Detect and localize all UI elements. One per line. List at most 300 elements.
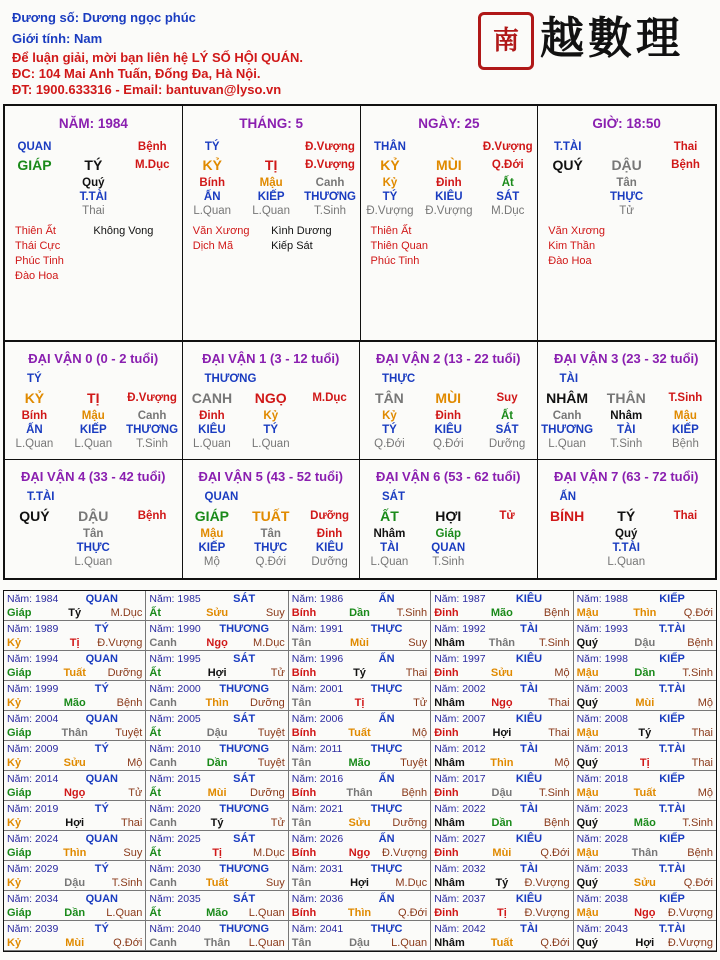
dv-hidden-phase-row (5, 555, 182, 569)
ten-god-cell: THÂN (373, 141, 406, 153)
year-god: KIÊU (515, 593, 543, 605)
year-phase: L.Quan (248, 907, 285, 919)
dv-hidden-phase-cell: L.Quan (607, 556, 646, 568)
year-god: TÝ (94, 743, 109, 755)
star-name: Phúc Tinh (370, 255, 420, 267)
hidden-phase-cell: Đ.Vượng (366, 205, 414, 217)
dv-stem-branch-cell: TÝ (617, 508, 636, 524)
dai-van-god: T.TÀI (27, 491, 55, 503)
year-god: TÀI (520, 623, 538, 635)
year-label: Năm: 2004 (7, 713, 59, 725)
year-stem: Tân (291, 817, 312, 829)
year-label: Năm: 2017 (434, 773, 486, 785)
year-row-top (149, 772, 284, 786)
dv-hidden-phase-cell: Dưỡng (488, 438, 526, 450)
dv-stem-branch-cell: GIÁP (194, 508, 230, 524)
year-phase: L.Quan (391, 937, 428, 949)
year-cell (289, 801, 431, 831)
year-branch: Thân (488, 637, 516, 649)
year-row-top (577, 892, 713, 906)
dv-stem-branch-cell: BÍNH (549, 508, 585, 524)
year-row-bottom (292, 726, 427, 740)
year-stem: Giáp (7, 787, 32, 799)
year-phase: Q.Đới (540, 937, 570, 949)
year-row-bottom (434, 816, 569, 830)
year-phase: T.Sinh (682, 667, 713, 679)
year-phase: Đ.Vượng (667, 937, 713, 949)
hidden-phase-row (183, 204, 360, 218)
year-god: THỰC (370, 803, 403, 815)
year-cell (289, 861, 431, 891)
year-cell (574, 591, 716, 621)
hidden-stem-cell: Tân (616, 177, 637, 189)
year-phase: Tuyệt (257, 727, 285, 739)
dv-hidden-god-row (183, 423, 360, 437)
year-label: Năm: 2018 (576, 773, 628, 785)
hidden-phase-cell (656, 204, 715, 218)
year-god: QUAN (85, 653, 118, 665)
year-label: Năm: 2043 (576, 923, 628, 935)
year-cell (574, 741, 716, 771)
stars-left (193, 224, 271, 254)
year-label: Năm: 2030 (149, 863, 201, 875)
dai-van-cell (360, 460, 538, 578)
year-label: Năm: 2033 (576, 863, 628, 875)
dv-stem-branch-row (5, 505, 182, 527)
stem-branch-cell: KỶ (202, 157, 222, 173)
year-stem: Canh (149, 697, 177, 709)
dai-van-panel (3, 342, 717, 580)
year-god: TÀI (520, 863, 538, 875)
dv-stem-branch-cell: THÂN (606, 390, 646, 406)
year-cell (289, 681, 431, 711)
year-phase: Đ.Vượng (524, 907, 570, 919)
ten-god-cell (419, 140, 478, 154)
year-stem: Giáp (7, 667, 32, 679)
year-cell (289, 711, 431, 741)
dai-van-god: TÝ (27, 373, 42, 385)
dai-van-title: ĐẠI VẬN 4 (33 - 42 tuổi) (21, 469, 166, 484)
year-row-bottom (434, 936, 569, 950)
year-stem: Ất (149, 907, 161, 919)
year-cell (4, 771, 146, 801)
dv-hidden-god-cell: SÁT (495, 424, 519, 436)
dv-hidden-stem-cell (123, 527, 182, 541)
year-row-bottom (577, 756, 713, 770)
year-stem: Giáp (7, 907, 32, 919)
year-cell (289, 771, 431, 801)
dai-van-god: QUAN (204, 491, 239, 503)
gender-value: Nam (73, 31, 103, 46)
year-branch: Mùi (207, 787, 227, 799)
hidden-god-cell (538, 190, 597, 204)
year-row-top (7, 712, 142, 726)
hidden-stem-cell: Quý (82, 177, 105, 189)
year-cell (4, 681, 146, 711)
year-label: Năm: 1984 (7, 593, 59, 605)
dv-hidden-stem-cell: Mậu (81, 410, 105, 422)
year-cell (574, 861, 716, 891)
year-branch: Thìn (633, 607, 657, 619)
star-name: Thiên Ất (15, 225, 56, 237)
year-stem: Canh (149, 757, 177, 769)
year-row-top (7, 922, 142, 936)
year-label: Năm: 2012 (434, 743, 486, 755)
year-stem: Ất (149, 667, 161, 679)
hidden-stem-cell: Kỷ (382, 177, 398, 189)
dv-hidden-god-cell: KIẾP (79, 424, 107, 436)
year-row-top (577, 802, 713, 816)
dv-hidden-phase-row (360, 437, 537, 451)
year-stem: Đinh (434, 847, 459, 859)
year-label: Năm: 2027 (434, 833, 486, 845)
year-cell (289, 891, 431, 921)
year-phase: Q.Đới (113, 937, 143, 949)
year-phase: Bệnh (401, 787, 428, 799)
year-row-top (292, 652, 427, 666)
year-row-top (7, 682, 142, 696)
dv-hidden-god-cell: TÀI (380, 542, 399, 554)
year-cell (4, 741, 146, 771)
dv-hidden-god-row (360, 423, 537, 437)
year-stem: Bính (291, 667, 317, 679)
year-god: QUAN (85, 893, 118, 905)
dv-hidden-god-cell: TÝ (382, 424, 397, 436)
year-row-top (7, 892, 142, 906)
year-stem: Kỷ (7, 637, 22, 649)
dv-hidden-phase-cell: L.Quan (251, 438, 290, 450)
year-branch: Dần (206, 757, 228, 769)
year-row-top (292, 772, 427, 786)
year-phase: Bệnh (116, 697, 143, 709)
address-line: ĐC: 104 Mai Anh Tuấn, Đống Đa, Hà Nội. (12, 66, 261, 81)
year-branch: Mùi (65, 937, 85, 949)
year-stem: Tân (291, 637, 312, 649)
year-god: KIẾP (659, 593, 685, 605)
stem-branch-cell: TÝ (84, 157, 103, 173)
dv-hidden-god-cell: TÀI (616, 424, 636, 436)
dv-stem-branch-cell: TỊ (87, 390, 100, 406)
year-stem: Quý (576, 877, 598, 889)
dv-hidden-god-row (5, 423, 182, 437)
stars-block (361, 224, 538, 269)
dv-hidden-stem-row (5, 409, 182, 423)
dai-van-title: ĐẠI VẬN 6 (53 - 62 tuổi) (376, 469, 521, 484)
year-branch: Sửu (348, 817, 371, 829)
year-god: TÀI (520, 923, 538, 935)
dv-stem-branch-cell: QUÝ (19, 508, 50, 524)
dv-stem-branch-row (183, 387, 360, 409)
dv-hidden-stem-cell (300, 409, 359, 423)
year-row-top (292, 592, 427, 606)
dv-stem-branch-cell: NGỌ (254, 390, 287, 406)
hidden-stem-row (183, 176, 360, 190)
year-row-top (149, 892, 284, 906)
year-cell (431, 621, 573, 651)
dv-hidden-stem-cell: Đinh (199, 410, 225, 422)
year-phase: Đ.Vượng (524, 877, 570, 889)
year-phase: Q.Đới (683, 877, 713, 889)
year-branch: Ngọ (206, 637, 228, 649)
four-pillars-panel (3, 104, 717, 342)
year-stem: Tân (291, 937, 312, 949)
year-row-top (7, 652, 142, 666)
dv-hidden-phase-cell: Bệnh (671, 438, 699, 450)
year-cell (4, 591, 146, 621)
dv-hidden-god-cell: KIẾP (198, 542, 226, 554)
year-cell (4, 801, 146, 831)
year-stem: Tân (291, 877, 312, 889)
year-branch: Ngọ (348, 847, 371, 859)
dv-hidden-god-cell: KIÊU (315, 542, 344, 554)
year-god: THƯƠNG (219, 743, 270, 755)
year-god: THỰC (370, 923, 403, 935)
ten-god-cell: T.TÀI (553, 141, 582, 153)
year-label: Năm: 2016 (291, 773, 344, 785)
dai-van-cell (5, 460, 183, 578)
year-label: Năm: 2010 (149, 743, 201, 755)
dv-stem-branch-row (360, 505, 537, 527)
year-branch: Thìn (205, 697, 229, 709)
dv-hidden-stem-cell: Mậu (673, 410, 697, 422)
year-row-top (434, 682, 569, 696)
year-branch: Ngọ (63, 787, 86, 799)
year-god: KIẾP (659, 773, 685, 785)
year-branch: Tị (639, 757, 650, 769)
dv-stem-branch-cell: TÂN (375, 390, 404, 406)
year-row-bottom (434, 606, 569, 620)
year-row-top (7, 832, 142, 846)
year-cell (146, 801, 288, 831)
year-label: Năm: 2032 (434, 863, 486, 875)
year-phase: M.Dục (253, 637, 285, 649)
year-row-bottom (7, 876, 142, 890)
year-row-top (149, 652, 284, 666)
dv-hidden-god-row (183, 541, 360, 555)
year-branch: Dần (349, 607, 370, 619)
year-row-top (577, 772, 713, 786)
year-branch: Hợi (635, 937, 655, 949)
ten-god-cell (597, 140, 656, 154)
year-row-top (434, 862, 569, 876)
year-stem: Quý (576, 697, 598, 709)
star-name: Thiên Ất (370, 225, 412, 237)
dv-hidden-god-cell (478, 541, 537, 555)
dv-hidden-god-cell (656, 541, 715, 555)
dv-hidden-god-cell: THƯƠNG (541, 424, 594, 436)
year-label: Năm: 2026 (291, 833, 344, 845)
year-branch: Dậu (634, 637, 656, 649)
year-phase: Q.Đới (540, 847, 570, 859)
year-stem: Đinh (434, 607, 459, 619)
dv-stem-branch-cell: Suy (496, 392, 518, 404)
year-branch: Thân (61, 727, 88, 739)
year-row-bottom (577, 936, 713, 950)
year-row-bottom (577, 846, 713, 860)
year-row-bottom (577, 876, 713, 890)
year-cell (289, 591, 431, 621)
dv-stem-branch-cell: DẬU (78, 508, 109, 524)
hidden-god-row (361, 190, 538, 204)
year-cell (146, 831, 288, 861)
hidden-stem-cell (538, 176, 597, 190)
year-label: Năm: 2025 (149, 833, 201, 845)
star-name: Kiếp Sát (271, 240, 313, 252)
year-phase: Dưỡng (250, 787, 285, 799)
year-phase: Q.Đới (683, 607, 713, 619)
dv-hidden-phase-row (538, 437, 716, 451)
year-branch: Mão (490, 607, 513, 619)
gender-label: Giới tính: (12, 31, 71, 46)
year-label: Năm: 1986 (291, 593, 344, 605)
hidden-phase-cell (538, 204, 597, 218)
stars-right (449, 224, 527, 269)
year-label: Năm: 1985 (149, 593, 201, 605)
year-cell (289, 921, 431, 951)
year-row-bottom (577, 726, 713, 740)
year-phase: Thai (120, 817, 143, 829)
year-branch: Dậu (349, 937, 370, 949)
year-god: SÁT (233, 653, 256, 665)
year-row-bottom (434, 756, 569, 770)
year-row-top (292, 892, 427, 906)
year-stem: Nhâm (434, 937, 465, 949)
year-stem: Nhâm (434, 877, 465, 889)
dv-hidden-stem-row (538, 527, 716, 541)
year-label: Năm: 2008 (576, 713, 628, 725)
year-branch: Dần (64, 907, 86, 919)
year-god: SÁT (233, 713, 256, 725)
hidden-phase-cell: Thai (82, 205, 105, 217)
year-phase: Mộ (127, 757, 143, 769)
year-phase: M.Dục (110, 607, 143, 619)
stem-branch-cell: QUÝ (552, 157, 583, 173)
year-cell (289, 831, 431, 861)
year-phase: T.Sinh (682, 817, 713, 829)
year-label: Năm: 1997 (434, 653, 486, 665)
hidden-god-row (183, 190, 360, 204)
hidden-god-row (538, 190, 715, 204)
year-row-bottom (149, 936, 284, 950)
year-row-bottom (7, 726, 142, 740)
year-row-top (434, 742, 569, 756)
year-cell (289, 621, 431, 651)
stem-branch-cell: GIÁP (17, 157, 52, 173)
year-branch: Mão (63, 697, 86, 709)
hidden-god-cell: SÁT (496, 191, 520, 203)
year-god: THƯƠNG (219, 923, 270, 935)
year-row-bottom (149, 846, 284, 860)
year-row-bottom (149, 696, 284, 710)
year-stem: Quý (576, 817, 598, 829)
year-cell (4, 651, 146, 681)
year-stem: Bính (291, 787, 317, 799)
year-god: TÝ (94, 863, 109, 875)
year-cell (431, 711, 573, 741)
year-branch: Thìn (490, 757, 514, 769)
hidden-phase-cell: L.Quan (252, 205, 290, 217)
hidden-stem-cell (5, 176, 64, 190)
year-god: KIÊU (515, 833, 543, 845)
stem-branch-row (5, 154, 182, 176)
hidden-god-cell: T.TÀI (79, 191, 108, 203)
year-phase: Suy (123, 847, 143, 859)
year-phase: T.Sinh (396, 607, 428, 619)
dv-hidden-phase-cell: T.Sinh (432, 556, 465, 568)
stem-branch-row (183, 154, 360, 176)
year-label: Năm: 2038 (576, 893, 628, 905)
year-row-bottom (149, 876, 284, 890)
dai-van-cell (183, 460, 361, 578)
ten-god-row (5, 140, 182, 154)
year-branch: Tý (353, 667, 366, 679)
year-phase: Bệnh (543, 607, 570, 619)
year-row-bottom (577, 816, 713, 830)
dv-hidden-stem-cell: Nhâm (373, 528, 406, 540)
year-cell (146, 921, 288, 951)
year-stem: Kỷ (7, 817, 22, 829)
dv-hidden-stem-cell: Đinh (316, 528, 343, 540)
hidden-phase-cell: M.Dục (491, 205, 525, 217)
year-stem: Ất (149, 607, 161, 619)
star-name: Phúc Tinh (15, 255, 64, 267)
hidden-phase-cell: Đ.Vượng (425, 205, 473, 217)
year-cell (4, 861, 146, 891)
pillar-title: NĂM: 1984 (58, 116, 128, 131)
year-god: THƯƠNG (219, 803, 270, 815)
year-row-top (149, 592, 284, 606)
year-god: T.TÀI (658, 743, 686, 755)
dai-van-cell (538, 342, 716, 460)
year-god: THỰC (370, 863, 403, 875)
dv-hidden-phase-cell: Mộ (203, 556, 220, 568)
year-cell (574, 621, 716, 651)
year-label: Năm: 2013 (576, 743, 628, 755)
stem-branch-cell: Q.Đới (491, 159, 524, 171)
year-cell (4, 621, 146, 651)
year-row-bottom (292, 876, 427, 890)
year-row-top (149, 802, 284, 816)
year-row-bottom (292, 906, 427, 920)
year-row-top (7, 862, 142, 876)
dv-stem-branch-cell: M.Dục (312, 392, 347, 404)
year-god: T.TÀI (658, 923, 686, 935)
year-god: TÀI (520, 683, 538, 695)
year-stem: Ất (149, 847, 161, 859)
year-row-top (292, 802, 427, 816)
stem-branch-row (538, 154, 715, 176)
year-stem: Quý (576, 757, 598, 769)
year-god: SÁT (233, 833, 256, 845)
year-stem: Đinh (434, 667, 459, 679)
hidden-phase-cell: Tử (619, 205, 634, 217)
year-god: QUAN (85, 773, 118, 785)
year-row-bottom (149, 636, 284, 650)
stars-block (538, 224, 715, 269)
ten-god-row (183, 140, 360, 154)
year-row-bottom (577, 696, 713, 710)
year-row-bottom (7, 606, 142, 620)
year-stem: Đinh (434, 727, 459, 739)
year-row-top (292, 622, 427, 636)
year-row-top (577, 712, 713, 726)
dv-hidden-god-cell: THỰC (76, 542, 110, 554)
dv-hidden-stem-row (538, 409, 716, 423)
year-row-top (7, 802, 142, 816)
dv-stem-branch-row (5, 387, 182, 409)
dv-hidden-phase-cell: T.Sinh (610, 438, 643, 450)
pillar-title: THÁNG: 5 (239, 116, 303, 131)
